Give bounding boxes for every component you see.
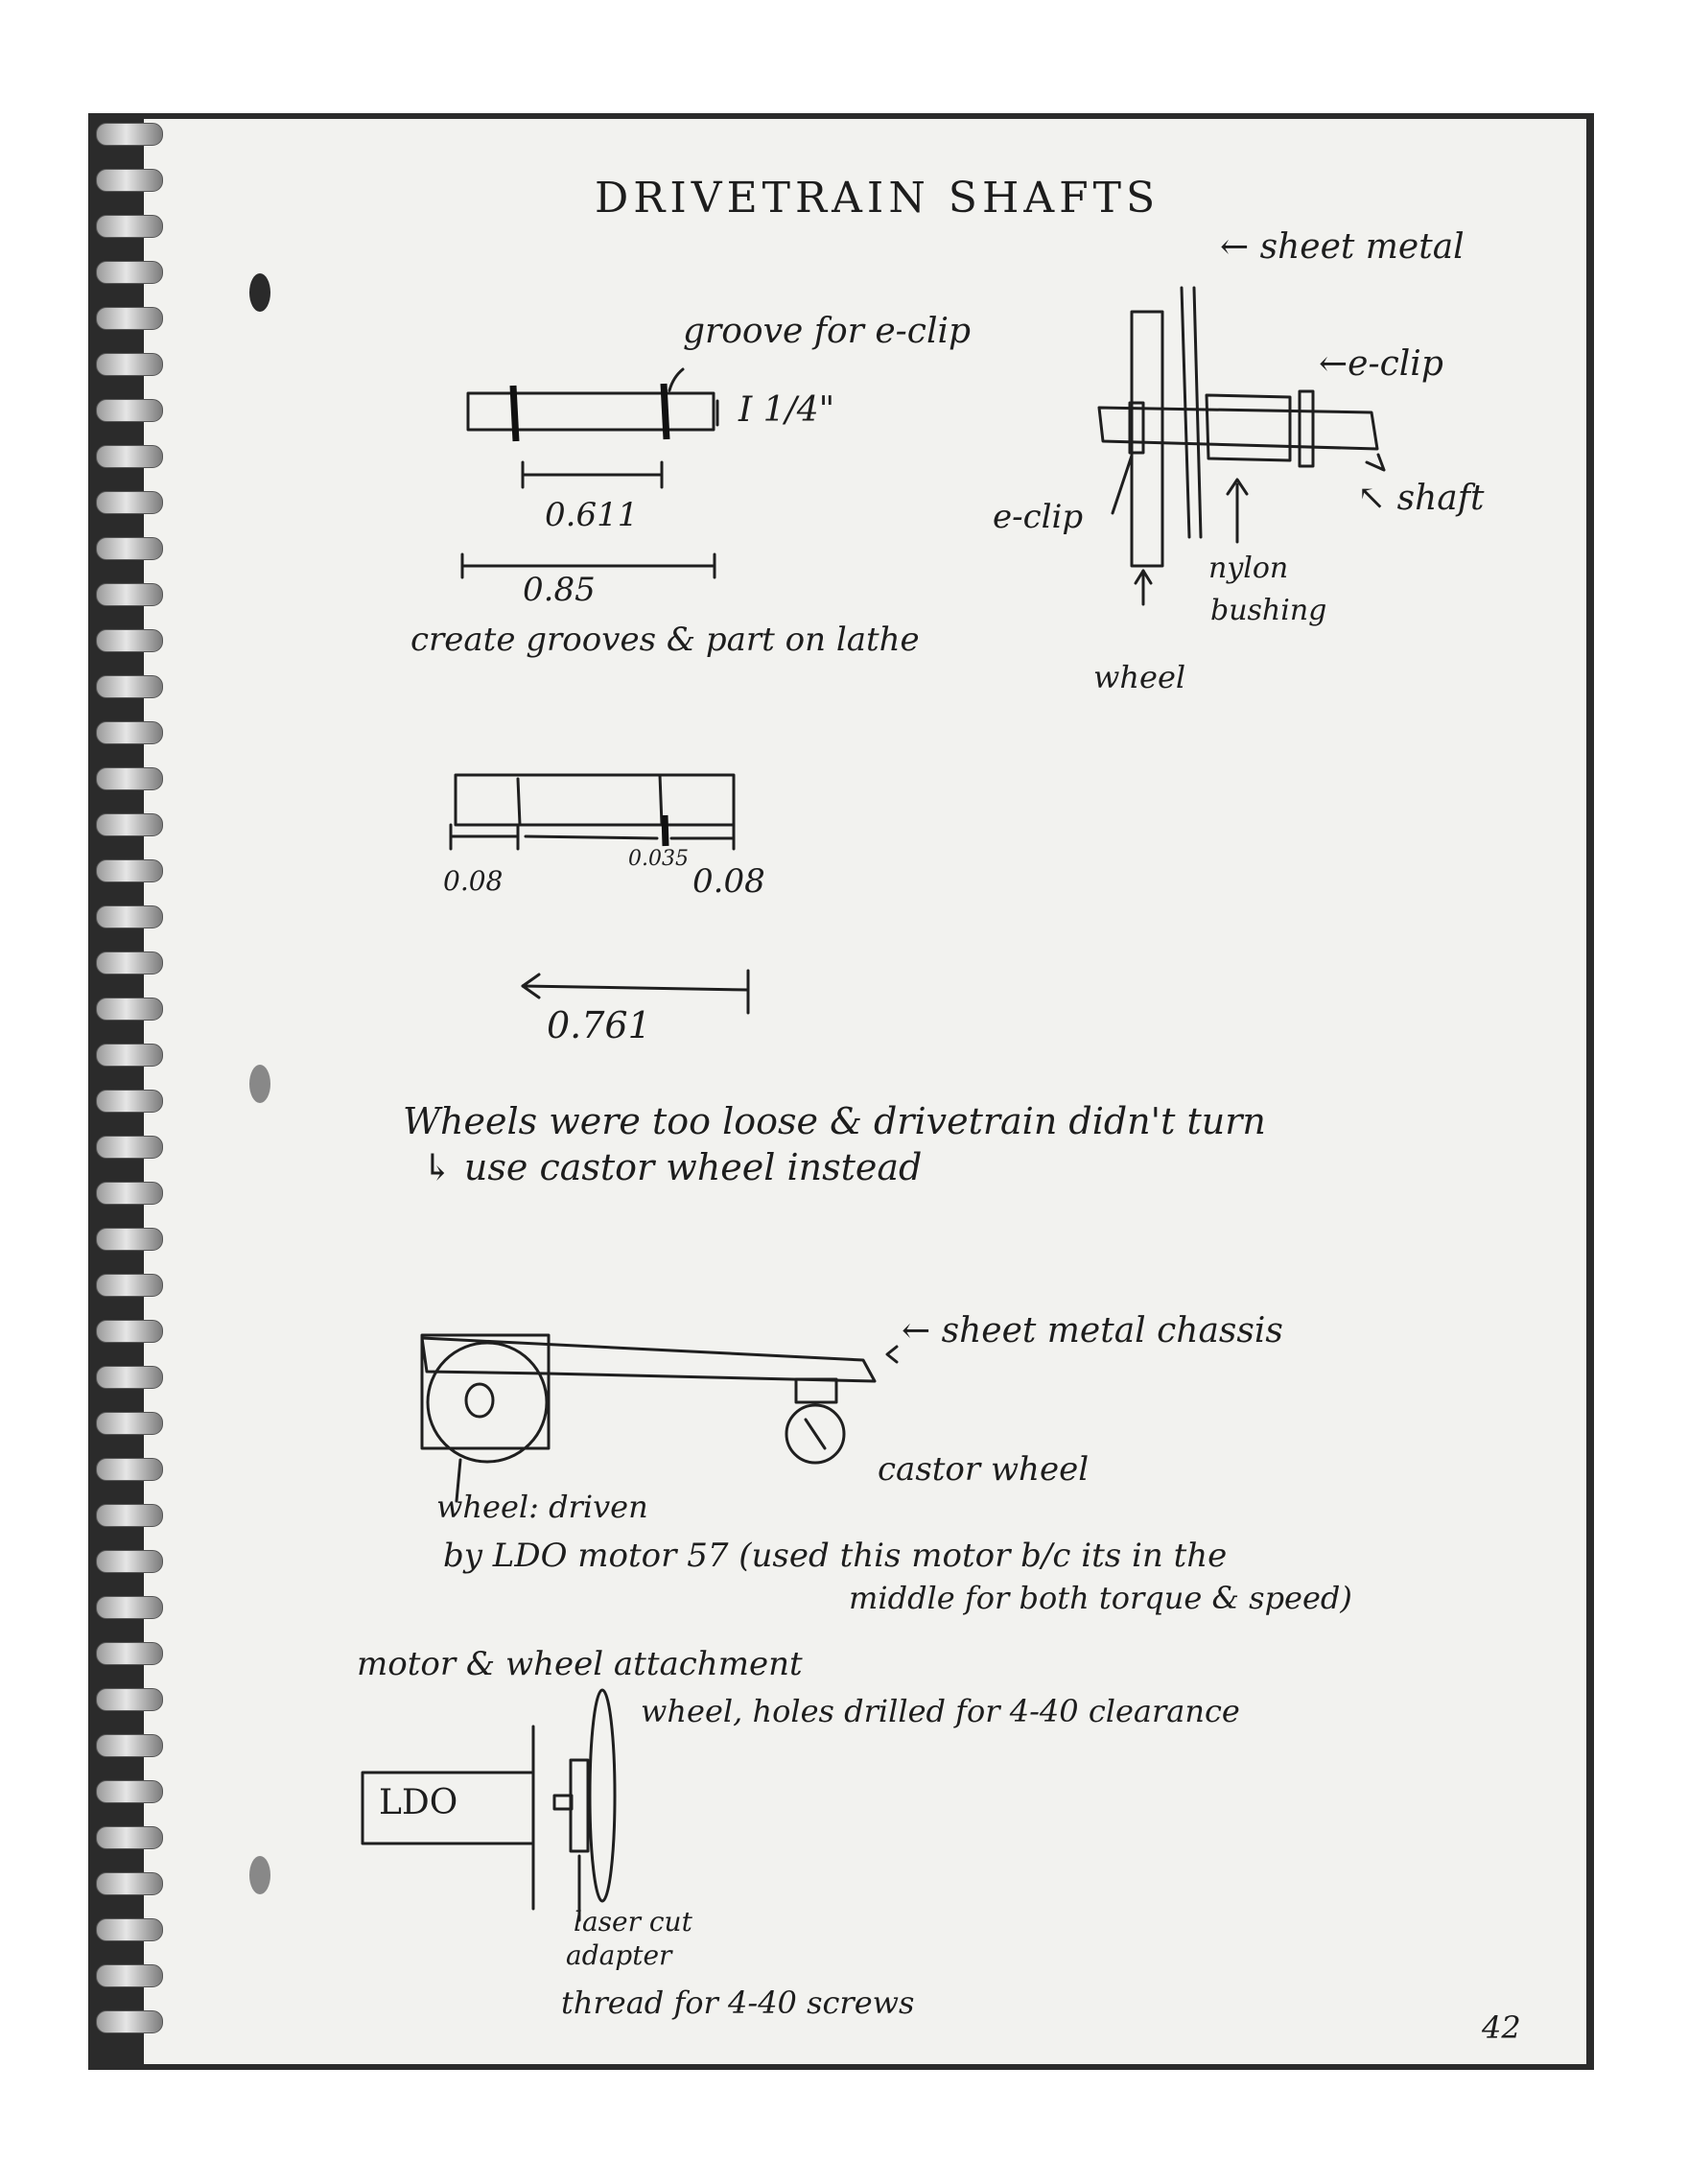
bushing-label: bushing <box>1210 594 1327 627</box>
problem-note: Wheels were too loose & drivetrain didn't turn <box>403 1100 1266 1142</box>
ldo-motor-label: LDO <box>379 1783 458 1822</box>
adapter-label-1: laser cut <box>574 1906 692 1937</box>
sheet-metal-label: ← sheet metal <box>1220 227 1465 267</box>
e-clip-left-label: e-clip <box>993 498 1084 536</box>
groove-label: groove for e-clip <box>683 312 972 351</box>
chassis-sketch <box>422 1335 897 1501</box>
span-dim: 0.761 <box>547 1004 651 1046</box>
castor-label: castor wheel <box>878 1450 1090 1489</box>
e-clip-right-label: ←e-clip <box>1319 344 1443 384</box>
attachment-heading: motor & wheel attachment <box>357 1645 803 1683</box>
adapter-label-3: thread for 4-40 screws <box>561 1984 915 2021</box>
motor-note-continued: middle for both torque & speed) <box>849 1580 1352 1616</box>
solution-note: ↳ use castor wheel instead <box>422 1146 923 1188</box>
diameter-label: I 1/4" <box>738 390 835 430</box>
motor-note: by LDO motor 57 (used this motor b/c its in the <box>443 1537 1228 1575</box>
left-end-dim: 0.08 <box>443 865 504 897</box>
page-number: 42 <box>1482 2009 1521 2046</box>
groove-spacing-label: 0.611 <box>545 496 639 534</box>
shaft-sketch <box>462 369 717 577</box>
wheel-label: wheel <box>1093 659 1186 695</box>
overall-length-label: 0.85 <box>523 571 596 609</box>
lathe-note: create grooves & part on lathe <box>410 621 920 659</box>
shaft-label: ↖ shaft <box>1357 479 1485 518</box>
page-title: DRIVETRAIN SHAFTS <box>595 174 1160 223</box>
adapter-label-2: adapter <box>566 1939 672 1971</box>
nylon-label: nylon <box>1208 552 1289 585</box>
right-end-dim: 0.08 <box>692 862 765 901</box>
chassis-label: ← sheet metal chassis <box>902 1311 1283 1350</box>
wheel-holes-note: wheel, holes drilled for 4-40 clearance <box>641 1693 1240 1729</box>
driven-wheel-label: wheel: driven <box>436 1489 648 1525</box>
groove-dim: 0.035 <box>628 847 689 871</box>
